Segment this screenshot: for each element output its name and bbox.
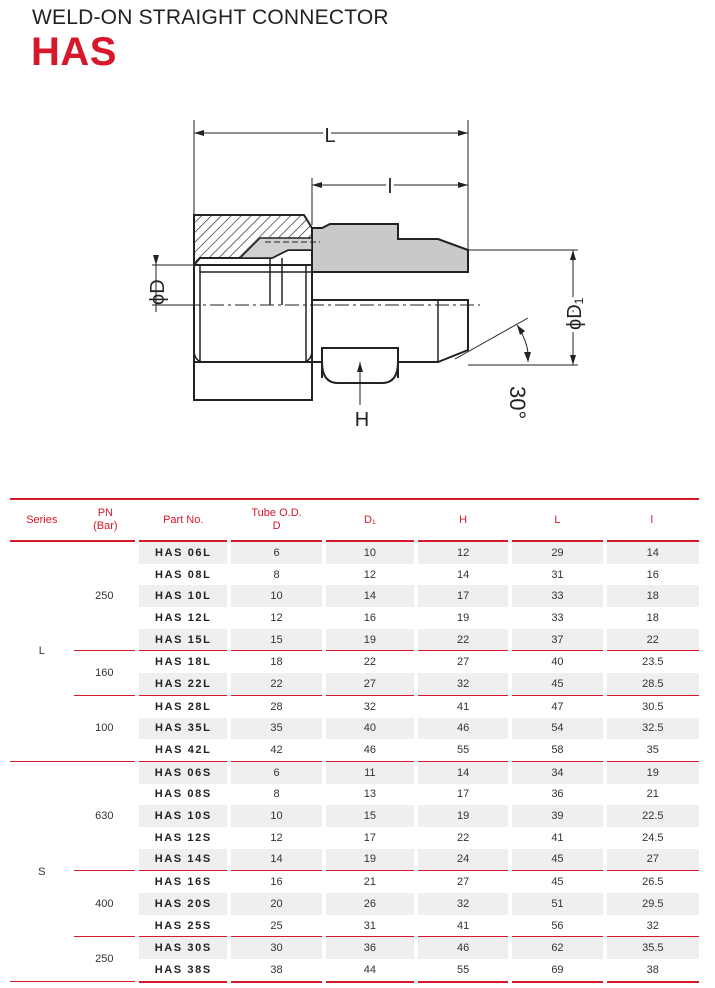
tube-od-cell: 42: [229, 739, 323, 761]
table-row: [10, 937, 699, 959]
label-L: L: [324, 125, 336, 147]
l-cell: 14: [605, 541, 699, 564]
d1-cell: 44: [324, 959, 416, 982]
part-no-cell: HAS 25S: [137, 915, 229, 937]
tube-od-cell: 28: [229, 695, 323, 717]
part-no-cell: HAS 12L: [137, 607, 229, 629]
tube-od-cell: 6: [229, 541, 323, 564]
d1-cell: 16: [324, 607, 416, 629]
L-cell: 36: [510, 784, 604, 806]
tube-od-cell: 8: [229, 564, 323, 586]
l-cell: 35: [605, 739, 699, 761]
product-subtitle: WELD-ON STRAIGHT CONNECTOR: [32, 6, 389, 29]
d1-cell: 19: [324, 849, 416, 871]
l-cell: 24.5: [605, 827, 699, 849]
h-cell: 27: [416, 651, 510, 673]
L-cell: 29: [510, 541, 604, 564]
specification-table: [10, 498, 699, 983]
l-cell: 18: [605, 607, 699, 629]
h-cell: 55: [416, 739, 510, 761]
L-cell: 45: [510, 871, 604, 893]
L-cell: 39: [510, 805, 604, 827]
L-cell: 37: [510, 629, 604, 651]
tube-od-cell: 25: [229, 915, 323, 937]
table-row: [10, 695, 699, 717]
L-cell: 33: [510, 607, 604, 629]
dimension-phiD1: [468, 250, 578, 365]
h-cell: 17: [416, 784, 510, 806]
L-cell: 34: [510, 761, 604, 783]
label-phiD1: ϕD₁: [564, 297, 586, 330]
l-cell: 19: [605, 761, 699, 783]
l-cell: 35.5: [605, 937, 699, 959]
part-no-cell: HAS 18L: [137, 651, 229, 673]
connector-body: [312, 224, 468, 383]
table-row: [10, 541, 699, 564]
d1-cell: 17: [324, 827, 416, 849]
d1-cell: 26: [324, 893, 416, 915]
l-cell: 28.5: [605, 673, 699, 695]
h-cell: 17: [416, 585, 510, 607]
l-cell: 32.5: [605, 718, 699, 740]
h-cell: 32: [416, 673, 510, 695]
L-cell: 45: [510, 849, 604, 871]
tube-od-cell: 38: [229, 959, 323, 982]
L-cell: 51: [510, 893, 604, 915]
h-cell: 46: [416, 718, 510, 740]
L-cell: 33: [510, 585, 604, 607]
label-l: l: [387, 176, 393, 198]
h-cell: 19: [416, 805, 510, 827]
d1-cell: 10: [324, 541, 416, 564]
h-cell: 41: [416, 695, 510, 717]
pn-cell: 630: [74, 761, 138, 870]
tube-od-cell: 20: [229, 893, 323, 915]
part-no-cell: HAS 08S: [137, 784, 229, 806]
part-no-cell: HAS 15L: [137, 629, 229, 651]
tube-od-cell: 10: [229, 805, 323, 827]
part-no-cell: HAS 12S: [137, 827, 229, 849]
tube-od-cell: 30: [229, 937, 323, 959]
h-cell: 19: [416, 607, 510, 629]
d1-cell: 19: [324, 629, 416, 651]
part-no-cell: HAS 35L: [137, 718, 229, 740]
L-cell: 31: [510, 564, 604, 586]
series-cell: S: [10, 761, 74, 981]
h-cell: 14: [416, 564, 510, 586]
d1-cell: 32: [324, 695, 416, 717]
h-cell: 12: [416, 541, 510, 564]
d1-cell: 12: [324, 564, 416, 586]
pn-cell: 250: [74, 937, 138, 982]
l-cell: 29.5: [605, 893, 699, 915]
part-no-cell: HAS 14S: [137, 849, 229, 871]
tube-od-cell: 14: [229, 849, 323, 871]
part-no-cell: HAS 10S: [137, 805, 229, 827]
d1-cell: 46: [324, 739, 416, 761]
L-cell: 47: [510, 695, 604, 717]
header-tube-od: Tube O.D. D: [229, 499, 323, 541]
table-row: [10, 871, 699, 893]
header-h: H: [416, 499, 510, 541]
l-cell: 22: [605, 629, 699, 651]
l-cell: 27: [605, 849, 699, 871]
h-cell: 24: [416, 849, 510, 871]
pn-cell: 100: [74, 695, 138, 761]
tube-od-cell: 10: [229, 585, 323, 607]
part-no-cell: HAS 22L: [137, 673, 229, 695]
series-cell: L: [10, 541, 74, 761]
nut: [194, 215, 320, 400]
header-d1: D₁: [324, 499, 416, 541]
L-cell: 54: [510, 718, 604, 740]
table-row: [10, 651, 699, 673]
l-cell: 38: [605, 959, 699, 982]
l-cell: 23.5: [605, 651, 699, 673]
h-cell: 41: [416, 915, 510, 937]
label-angle: 30°: [505, 386, 530, 420]
L-cell: 41: [510, 827, 604, 849]
tube-od-cell: 16: [229, 871, 323, 893]
header-l: l: [605, 499, 699, 541]
d1-cell: 31: [324, 915, 416, 937]
header-series: Series: [10, 499, 74, 541]
h-cell: 55: [416, 959, 510, 982]
l-cell: 21: [605, 784, 699, 806]
h-cell: 32: [416, 893, 510, 915]
tube-od-cell: 18: [229, 651, 323, 673]
tube-od-cell: 12: [229, 827, 323, 849]
d1-cell: 36: [324, 937, 416, 959]
tube-od-cell: 12: [229, 607, 323, 629]
L-cell: 69: [510, 959, 604, 982]
part-no-cell: HAS 28L: [137, 695, 229, 717]
part-no-cell: HAS 16S: [137, 871, 229, 893]
h-cell: 22: [416, 827, 510, 849]
part-no-cell: HAS 30S: [137, 937, 229, 959]
h-cell: 27: [416, 871, 510, 893]
header-L: L: [510, 499, 604, 541]
L-cell: 58: [510, 739, 604, 761]
d1-cell: 15: [324, 805, 416, 827]
label-phiD: ϕD: [147, 279, 169, 305]
l-cell: 18: [605, 585, 699, 607]
table-row: [10, 761, 699, 783]
part-no-cell: HAS 06S: [137, 761, 229, 783]
pn-cell: 400: [74, 871, 138, 937]
part-no-cell: HAS 42L: [137, 739, 229, 761]
pn-cell: 160: [74, 651, 138, 695]
d1-cell: 21: [324, 871, 416, 893]
header-part-no: Part No.: [137, 499, 229, 541]
tube-od-cell: 8: [229, 784, 323, 806]
h-cell: 14: [416, 761, 510, 783]
L-cell: 56: [510, 915, 604, 937]
tube-od-cell: 6: [229, 761, 323, 783]
d1-cell: 40: [324, 718, 416, 740]
header-pn: PN (Bar): [74, 499, 138, 541]
d1-cell: 13: [324, 784, 416, 806]
l-cell: 16: [605, 564, 699, 586]
part-no-cell: HAS 38S: [137, 959, 229, 982]
part-no-cell: HAS 06L: [137, 541, 229, 564]
l-cell: 30.5: [605, 695, 699, 717]
L-cell: 40: [510, 651, 604, 673]
part-no-cell: HAS 10L: [137, 585, 229, 607]
technical-drawing: [0, 100, 715, 470]
l-cell: 32: [605, 915, 699, 937]
label-H: H: [354, 409, 370, 431]
table-header-row: [10, 499, 699, 541]
l-cell: 26.5: [605, 871, 699, 893]
product-title: HAS: [31, 30, 117, 74]
tube-od-cell: 22: [229, 673, 323, 695]
d1-cell: 14: [324, 585, 416, 607]
d1-cell: 11: [324, 761, 416, 783]
tube-od-cell: 35: [229, 718, 323, 740]
tube-od-cell: 15: [229, 629, 323, 651]
l-cell: 22.5: [605, 805, 699, 827]
L-cell: 45: [510, 673, 604, 695]
h-cell: 46: [416, 937, 510, 959]
pn-cell: 250: [74, 541, 138, 651]
part-no-cell: HAS 08L: [137, 564, 229, 586]
d1-cell: 27: [324, 673, 416, 695]
part-no-cell: HAS 20S: [137, 893, 229, 915]
L-cell: 62: [510, 937, 604, 959]
d1-cell: 22: [324, 651, 416, 673]
h-cell: 22: [416, 629, 510, 651]
